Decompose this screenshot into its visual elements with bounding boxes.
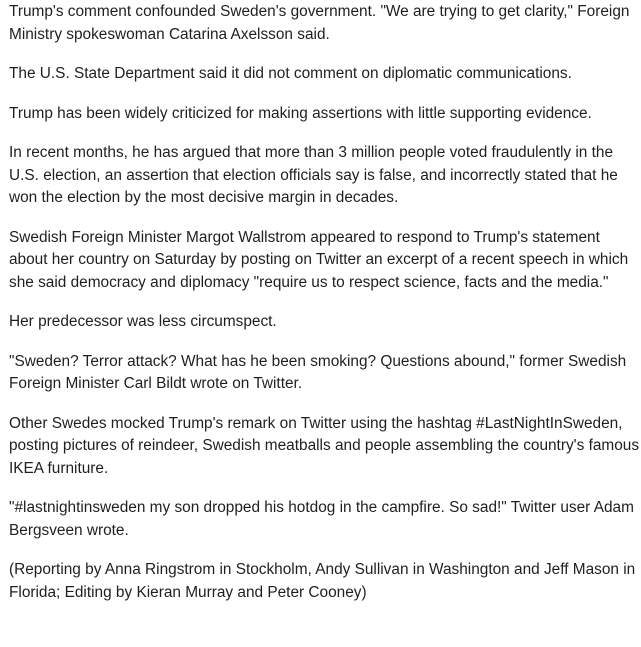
paragraph-election-claims: In recent months, he has argued that more than 3 million people voted fraudulently in the U.S. election, an assertion that election officials say is false, and incorrectly stated that he won the election by the most decisive margin in decades. xyxy=(9,144,618,206)
paragraph-state-department: The U.S. State Department said it did not comment on diplomatic communications. xyxy=(9,65,572,82)
paragraph-sweden-government-reaction: Trump's comment confounded Sweden's government. "We are trying to get clarity," Foreign Ministry spokeswoman Catarina Axelsson said. xyxy=(9,3,630,43)
paragraph-hotdog-quote: "#lastnightinsweden my son dropped his hotdog in the campfire. So sad!" Twitter user Adam Bergsveen wrote. xyxy=(9,499,634,539)
paragraph-predecessor: Her predecessor was less circumspect. xyxy=(9,313,277,330)
paragraph-wallstrom-response: Swedish Foreign Minister Margot Wallstrom appeared to respond to Trump's statement about her country on Saturday by posting on Twitter an excerpt of a recent speech in which she said democracy and diplomacy "require us to respect science, facts and the media." xyxy=(9,228,629,291)
paragraph-criticism: Trump has been widely criticized for making assertions with little supporting evidence. xyxy=(9,104,592,122)
paragraph-bildt-quote: "Sweden? Terror attack? What has he been smoking? Questions abound," former Swedish Foreign Minister Carl Bildt wrote on Twitter. xyxy=(9,352,627,392)
paragraph-hashtag: Other Swedes mocked Trump's remark on Twitter using the hashtag #LastNightInSweden, posting pictures of reindeer, Swedish meatballs and people assembling the country's famous IKEA furniture. xyxy=(9,414,640,477)
article-body xyxy=(0,1,641,647)
paragraph-reporting-credits: (Reporting by Anna Ringstrom in Stockholm, Andy Sullivan in Washington and Jeff Mason in Florida; Editing by Kieran Murray and Peter Cooney) xyxy=(9,561,636,601)
